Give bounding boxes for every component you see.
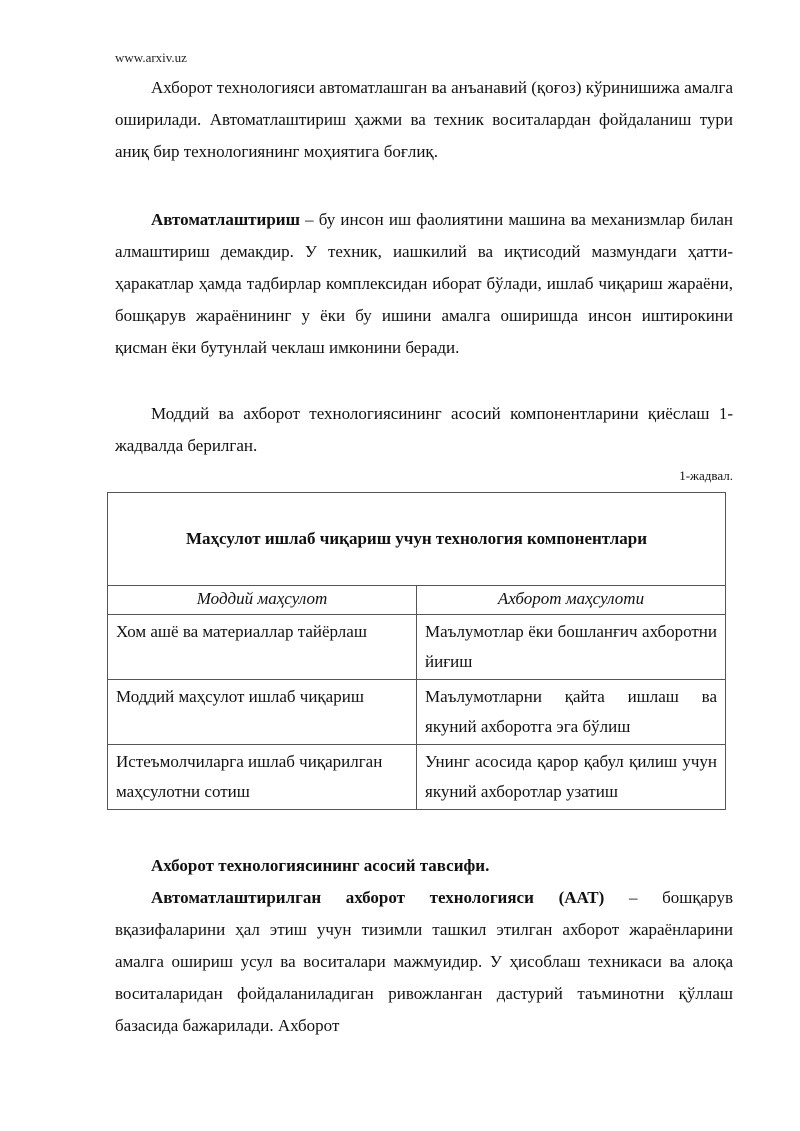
term-aat: Автоматлаштирилган ахборот технологияси (ААТ) — [151, 888, 605, 907]
paragraph-1: Ахборот технологияси автоматлашган ва анъанавий (қоғоз) кўринишижа амалга оширилади. Автоматлаштириш ҳажми ва техник воситалардан фойдаланиш тури аниқ бир технологиянинг моҳиятига боғлиқ. — [115, 78, 733, 161]
table-cell-material: Моддий маҳсулот ишлаб чиқариш — [108, 680, 417, 745]
table-header-row — [108, 586, 726, 615]
paragraph-3: Моддий ва ахборот технологиясининг асосий компонентларини қиёслаш 1-жадвалда берилган. — [115, 404, 733, 455]
table-cell-information: Маълумотлар ёки бошланғич ахборотни йиғиш — [417, 615, 726, 680]
table-row — [108, 615, 726, 680]
table-title: Маҳсулот ишлаб чиқариш учун технология компонентлари — [108, 493, 726, 586]
section-heading-text: Ахборот технологиясининг асосий тавсифи. — [151, 856, 490, 875]
paragraph-2 — [115, 204, 733, 364]
table-title-row — [108, 493, 726, 586]
section-heading — [115, 850, 733, 882]
column-header-material: Моддий маҳсулот — [108, 586, 417, 615]
paragraph-5-text: – бошқарув вқазифаларини ҳал этиш учун тизимли ташкил этилган ахборот жараёнларини амалга ошириш усул ва воситалари мажмуидир. У ҳисоблаш техникаси ва алоқа воситаларидан фойдаланиладиган ривожланган дастурий таъминотни қўллаш базасида бажарилади. Ахборот — [115, 888, 733, 1035]
components-table — [107, 492, 726, 810]
table-cell-information: Унинг асосида қарор қабул қилиш учун якуний ахборотлар узатиш — [417, 745, 726, 810]
table-cell-material: Хом ашё ва материаллар тайёрлаш — [108, 615, 417, 680]
table-row — [108, 680, 726, 745]
paragraph-2-text: – бу инсон иш фаолиятини машина ва механизмлар билан алмаштириш демакдир. У техник, иашкилий ва иқтисодий мазмундаги ҳатти-ҳаракатлар ҳамда тадбирлар комплексидан иборат бўлади, ишлаб чиқариш жараёни, бошқарув жараёнининг у ёки бу ишини амалга оширишда инсон иштирокини қисман ёки бутунлай чеклаш имконини беради. — [115, 210, 733, 357]
site-url: www.arxiv.uz — [115, 50, 187, 65]
table-cell-information: Маълумотларни қайта ишлаш ва якуний ахборотга эга бўлиш — [417, 680, 726, 745]
column-header-information: Ахборот маҳсулоти — [417, 586, 726, 615]
table-cell-material: Истеъмолчиларга ишлаб чиқарилган маҳсулотни сотиш — [108, 745, 417, 810]
paragraph-5 — [115, 882, 733, 1042]
table-caption: 1-жадвал. — [679, 468, 733, 483]
term-automation: Автоматлаштириш — [151, 210, 300, 229]
table-row — [108, 745, 726, 810]
